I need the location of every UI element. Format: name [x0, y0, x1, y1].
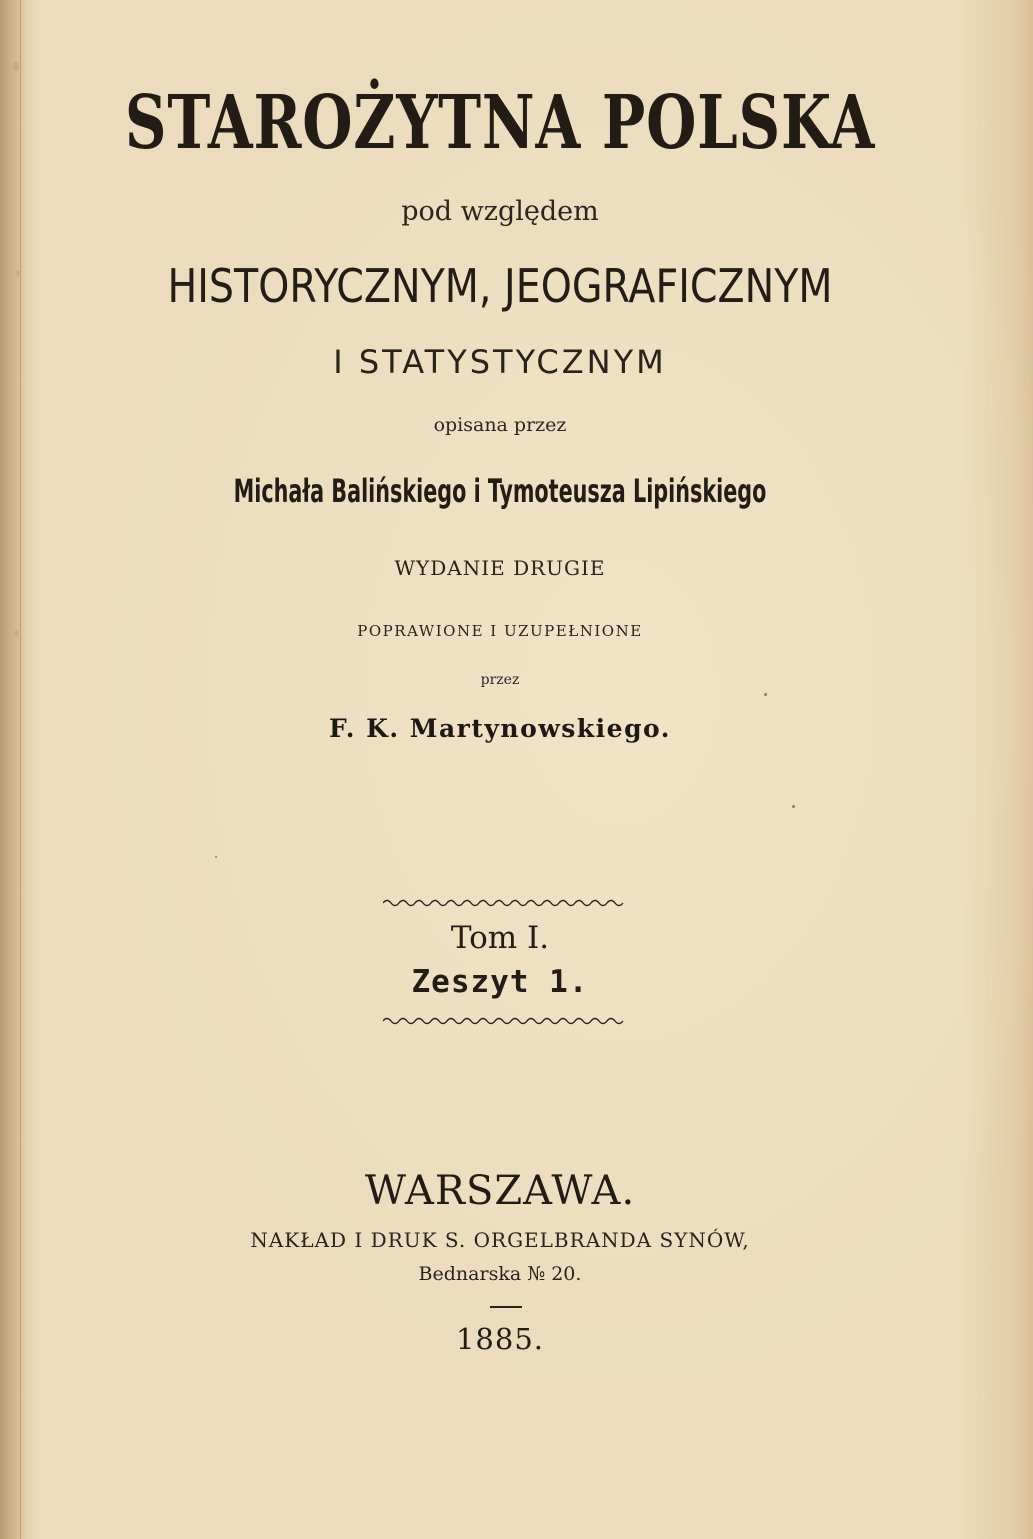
page-gutter	[0, 0, 26, 1539]
editor-name: F. K. Martynowskiego.	[329, 714, 671, 743]
edition: WYDANIE DRUGIE	[394, 556, 606, 580]
paper-spot	[16, 270, 20, 276]
paper-spot	[13, 62, 19, 71]
paper-speck	[764, 693, 767, 696]
volume-label: Tom I.	[450, 920, 550, 956]
paper-speck	[215, 856, 217, 858]
publication-year: 1885.	[455, 1322, 545, 1356]
revised-by: przez	[480, 672, 520, 688]
issue-label: Zeszyt 1.	[411, 964, 589, 1000]
authors: Michała Balińskiego i Tymoteusza Lipińskiego	[233, 472, 767, 510]
described-by: opisana przez	[433, 414, 567, 436]
book-title: STAROŻYTNA POLSKA	[124, 80, 876, 166]
publisher: NAKŁAD I DRUK S. ORGELBRANDA SYNÓW,	[250, 1228, 750, 1252]
short-rule	[490, 1306, 522, 1308]
subtitle-line-2: HISTORYCZNYM, JEOGRAFICZNYM	[167, 259, 833, 313]
subtitle-line-1: pod względem	[401, 196, 599, 227]
wavy-rule-top	[383, 896, 627, 910]
gutter-fold-line	[20, 0, 21, 1539]
city: WARSZAWA.	[364, 1168, 636, 1214]
subtitle-line-3: I STATYSTYCZNYM	[333, 343, 667, 381]
revised-note: POPRAWIONE I UZUPEŁNIONE	[357, 622, 643, 640]
paper-speck	[792, 805, 795, 808]
wavy-rule-bottom	[383, 1014, 627, 1028]
publisher-address: Bednarska № 20.	[418, 1263, 582, 1285]
